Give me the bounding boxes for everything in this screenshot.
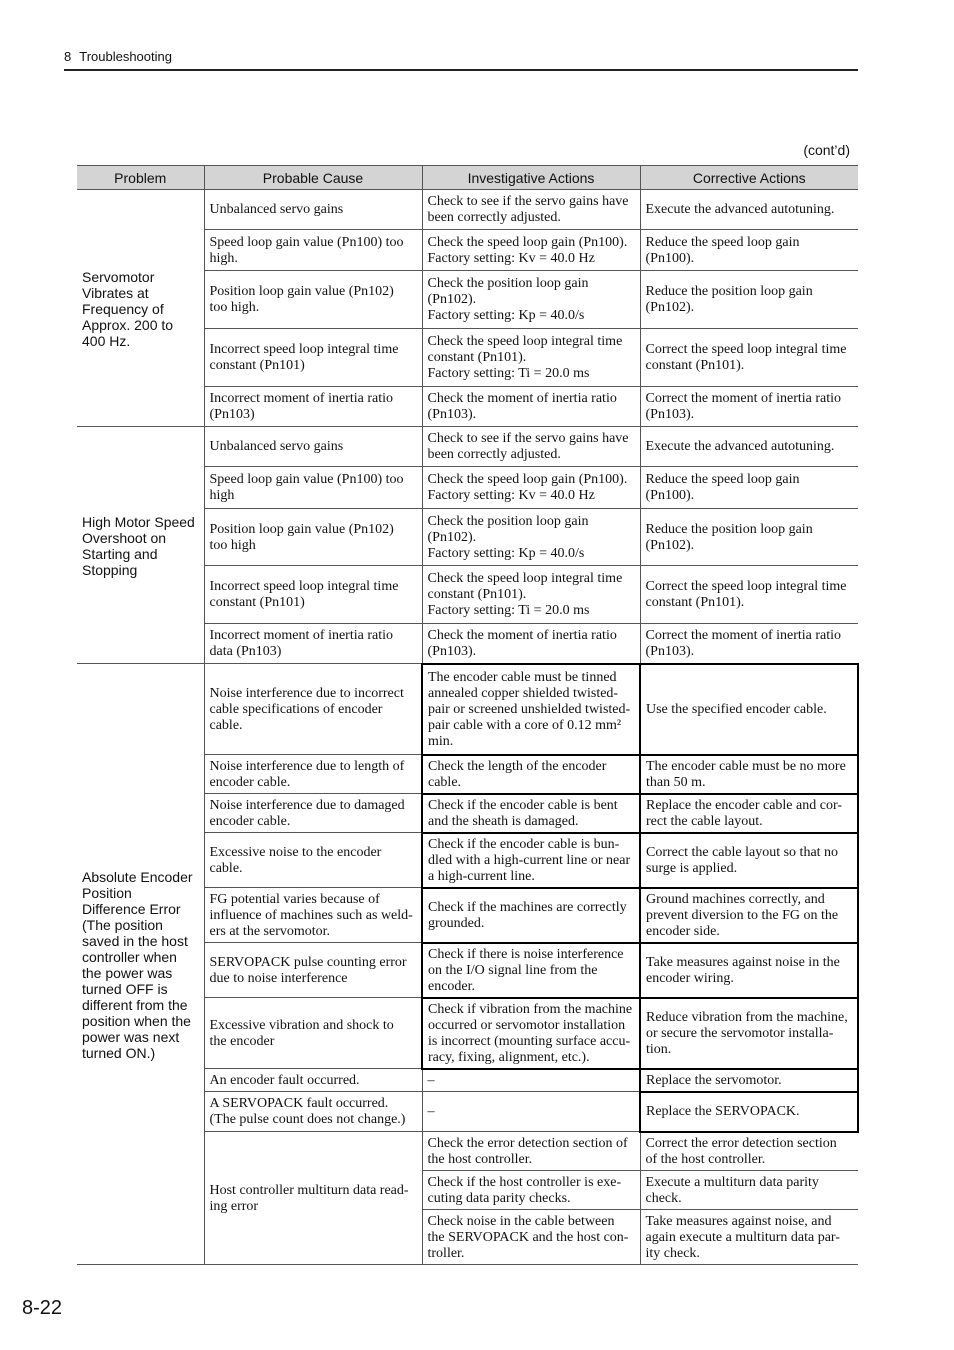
corrective-action-cell: Use the specified encoder cable.	[640, 664, 858, 755]
corrective-action-cell: Correct the speed loop integral time constant (Pn101).	[640, 566, 858, 624]
corrective-action-cell: Correct the cable layout so that no surge is applied.	[640, 833, 858, 888]
problem-cell: Absolute Encoder Position Difference Error (The position saved in the host controller when the power was turned OFF is different from the position when the power was next turned ON.)	[77, 664, 204, 1265]
probable-cause-cell: Incorrect speed loop integral time constant (Pn101)	[204, 329, 422, 387]
column-header-probable-cause: Probable Cause	[204, 166, 422, 190]
investigative-action-cell: Check the speed loop gain (Pn100). Factory setting: Kv = 40.0 Hz	[422, 467, 640, 509]
problem-cell: Servomotor Vibrates at Frequency of Approx. 200 to 400 Hz.	[77, 190, 204, 427]
corrective-action-cell: Correct the error detection section of the host controller.	[640, 1132, 858, 1171]
corrective-action-cell: Correct the speed loop integral time constant (Pn101).	[640, 329, 858, 387]
corrective-action-cell: Reduce the speed loop gain (Pn100).	[640, 230, 858, 271]
investigative-action-cell: –	[422, 1092, 640, 1132]
corrective-action-cell: Reduce the speed loop gain (Pn100).	[640, 467, 858, 509]
column-header-problem: Problem	[77, 166, 204, 190]
investigative-action-cell: Check the speed loop gain (Pn100). Factory setting: Kv = 40.0 Hz	[422, 230, 640, 271]
probable-cause-cell: A SERVOPACK fault occurred. (The pulse count does not change.)	[204, 1092, 422, 1132]
investigative-action-cell: Check the position loop gain (Pn102). Factory setting: Kp = 40.0/s	[422, 509, 640, 566]
corrective-action-cell: Take measures against noise in the encoder wiring.	[640, 943, 858, 998]
table-body	[77, 190, 858, 1265]
column-header-corrective-actions: Corrective Actions	[640, 166, 858, 190]
corrective-action-cell: Execute a multiturn data parity check.	[640, 1171, 858, 1210]
investigative-action-cell: Check if vibration from the machine occurred or servomotor installation is incorrect (mounting surface accu- racy, fixing, alignment, etc.).	[422, 998, 640, 1069]
probable-cause-cell: Speed loop gain value (Pn100) too high	[204, 467, 422, 509]
header-row	[77, 166, 858, 190]
investigative-action-cell: Check the moment of inertia ratio (Pn103).	[422, 624, 640, 664]
investigative-action-cell: Check to see if the servo gains have been correctly adjusted.	[422, 190, 640, 230]
page-number: 8-22	[22, 1297, 63, 1319]
probable-cause-cell: Unbalanced servo gains	[204, 190, 422, 230]
investigative-action-cell: Check the position loop gain (Pn102). Factory setting: Kp = 40.0/s	[422, 271, 640, 329]
corrective-action-cell: Reduce the position loop gain (Pn102).	[640, 509, 858, 566]
investigative-action-cell: Check the error detection section of the host controller.	[422, 1132, 640, 1171]
probable-cause-cell: Noise interference due to length of encoder cable.	[204, 755, 422, 794]
chapter-number: 8	[64, 49, 72, 64]
investigative-action-cell: Check the moment of inertia ratio (Pn103).	[422, 387, 640, 427]
corrective-action-cell: Take measures against noise, and again execute a multiturn data par- ity check.	[640, 1210, 858, 1265]
corrective-action-cell: Correct the moment of inertia ratio (Pn103).	[640, 624, 858, 664]
investigative-action-cell: Check if the encoder cable is bent and the sheath is damaged.	[422, 794, 640, 833]
corrective-action-cell: Replace the SERVOPACK.	[640, 1092, 858, 1132]
investigative-action-cell: Check if the encoder cable is bun- dled with a high-current line or near a high-current line.	[422, 833, 640, 888]
table-row	[77, 190, 858, 230]
probable-cause-cell: Incorrect speed loop integral time constant (Pn101)	[204, 566, 422, 624]
investigative-action-cell: Check the speed loop integral time constant (Pn101). Factory setting: Ti = 20.0 ms	[422, 566, 640, 624]
probable-cause-cell: An encoder fault occurred.	[204, 1069, 422, 1092]
probable-cause-cell: Incorrect moment of inertia ratio (Pn103)	[204, 387, 422, 427]
probable-cause-cell: Excessive vibration and shock to the encoder	[204, 998, 422, 1069]
investigative-action-cell: Check the length of the encoder cable.	[422, 755, 640, 794]
investigative-action-cell: Check the speed loop integral time constant (Pn101). Factory setting: Ti = 20.0 ms	[422, 329, 640, 387]
probable-cause-cell: Excessive noise to the encoder cable.	[204, 833, 422, 888]
column-header-investigative-actions: Investigative Actions	[422, 166, 640, 190]
chapter-title: Troubleshooting	[79, 49, 172, 64]
corrective-action-cell: Reduce the position loop gain (Pn102).	[640, 271, 858, 329]
probable-cause-cell: Noise interference due to damaged encoder cable.	[204, 794, 422, 833]
probable-cause-cell: SERVOPACK pulse counting error due to noise interference	[204, 943, 422, 998]
investigative-action-cell: The encoder cable must be tinned annealed copper shielded twisted- pair or screened unshielded twisted- pair cable with a core of 0.12 mm² min.	[422, 664, 640, 755]
table-header	[77, 166, 858, 190]
corrective-action-cell: The encoder cable must be no more than 50 m.	[640, 755, 858, 794]
investigative-action-cell: Check if the machines are correctly grounded.	[422, 888, 640, 943]
probable-cause-cell: Noise interference due to incorrect cable specifications of encoder cable.	[204, 664, 422, 755]
probable-cause-cell: Speed loop gain value (Pn100) too high.	[204, 230, 422, 271]
problem-cell: High Motor Speed Overshoot on Starting and Stopping	[77, 427, 204, 664]
probable-cause-cell: Position loop gain value (Pn102) too high	[204, 509, 422, 566]
investigative-action-cell: Check to see if the servo gains have been correctly adjusted.	[422, 427, 640, 467]
running-header	[64, 49, 172, 65]
table-row	[77, 664, 858, 755]
continued-label: (cont’d)	[803, 142, 850, 158]
probable-cause-cell: Unbalanced servo gains	[204, 427, 422, 467]
corrective-action-cell: Correct the moment of inertia ratio (Pn103).	[640, 387, 858, 427]
header-rule	[64, 69, 858, 71]
corrective-action-cell: Execute the advanced autotuning.	[640, 427, 858, 467]
probable-cause-cell: Position loop gain value (Pn102) too high.	[204, 271, 422, 329]
troubleshooting-table	[77, 165, 859, 1265]
probable-cause-cell: Host controller multiturn data read- ing error	[204, 1132, 422, 1265]
investigative-action-cell: Check if the host controller is exe- cuting data parity checks.	[422, 1171, 640, 1210]
corrective-action-cell: Reduce vibration from the machine, or secure the servomotor installa- tion.	[640, 998, 858, 1069]
investigative-action-cell: Check noise in the cable between the SERVOPACK and the host con- troller.	[422, 1210, 640, 1265]
corrective-action-cell: Replace the servomotor.	[640, 1069, 858, 1092]
probable-cause-cell: FG potential varies because of influence of machines such as weld- ers at the servomotor.	[204, 888, 422, 943]
table-row	[77, 427, 858, 467]
corrective-action-cell: Ground machines correctly, and prevent diversion to the FG on the encoder side.	[640, 888, 858, 943]
probable-cause-cell: Incorrect moment of inertia ratio data (Pn103)	[204, 624, 422, 664]
corrective-action-cell: Replace the encoder cable and cor- rect the cable layout.	[640, 794, 858, 833]
investigative-action-cell: Check if there is noise interference on the I/O signal line from the encoder.	[422, 943, 640, 998]
corrective-action-cell: Execute the advanced autotuning.	[640, 190, 858, 230]
investigative-action-cell: –	[422, 1069, 640, 1092]
